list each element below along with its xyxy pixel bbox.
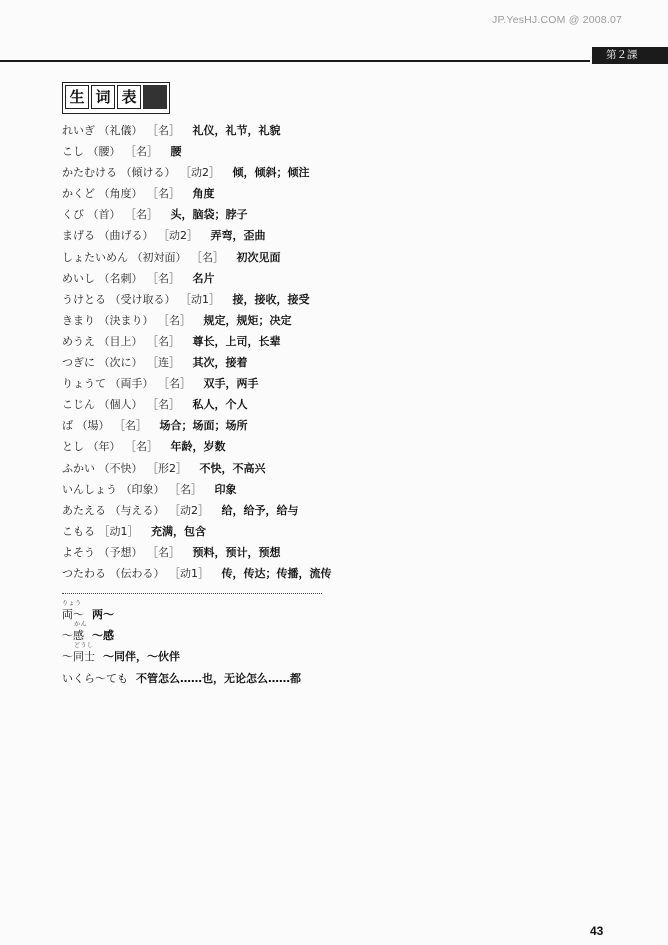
title-char-3: 表 <box>117 85 141 109</box>
vocab-kana: れいぎ <box>62 124 95 137</box>
vocab-pos: ［ 名 ］ <box>147 272 180 285</box>
expression-term: ～感 <box>62 629 84 643</box>
vocab-kana: こもる <box>62 524 95 538</box>
vocab-kanji: （ 不快 ） <box>99 462 143 475</box>
expression-row <box>62 600 462 625</box>
vocab-pos: ［ 名 ］ <box>114 419 147 432</box>
vocab-meaning: 年龄，岁数 <box>170 440 226 454</box>
vocab-row <box>62 310 462 331</box>
vocab-kana: つたわる <box>62 566 106 580</box>
vocab-row <box>62 120 462 141</box>
vocab-kanji: （ 予想 ） <box>99 546 143 559</box>
expression-meaning: ～感 <box>92 629 114 643</box>
page-number: 43 <box>590 924 604 938</box>
vocab-row <box>62 373 462 394</box>
vocab-meaning: 给，给予，给与 <box>221 503 299 517</box>
vocab-pos: ［ 动1 ］ <box>99 525 139 538</box>
vocab-kana: ふかい <box>62 461 95 475</box>
site-watermark: JP.YesHJ.COM @ 2008.07 <box>492 14 623 26</box>
vocab-pos: ［ 名 ］ <box>158 377 191 390</box>
vocab-row <box>62 563 462 584</box>
vocab-row <box>62 500 462 521</box>
vocab-row <box>62 225 462 246</box>
vocab-meaning: 规定，规矩；决定 <box>203 313 292 327</box>
vocab-pos: ［ 名 ］ <box>147 124 180 137</box>
vocab-row <box>62 162 462 183</box>
vocab-kana: こし <box>62 145 84 159</box>
vocab-kanji: （ 両手 ） <box>110 377 154 390</box>
vocab-kanji: （ 初対面 ） <box>132 251 187 264</box>
vocab-meaning: 场合；场面；场所 <box>159 419 248 433</box>
vocab-kanji: （ 首 ） <box>88 208 121 221</box>
vocab-kanji: （ 受け取る ） <box>110 293 176 306</box>
vocab-pos: ［ 名 ］ <box>125 208 158 221</box>
vocab-kanji: （ 曲げる ） <box>99 229 154 242</box>
vocab-kana: くび <box>62 208 84 222</box>
vocab-pos: ［ 名 ］ <box>191 251 224 264</box>
vocab-row <box>62 183 462 204</box>
vocab-kanji: （ 印象 ） <box>121 483 165 496</box>
vocab-row <box>62 479 462 500</box>
vocab-kanji: （ 名刺 ） <box>99 272 143 285</box>
vocab-meaning: 其次，接着 <box>192 356 248 370</box>
expression-row <box>62 642 462 667</box>
furigana: かん <box>74 621 88 629</box>
vocab-kanji: （ 目上 ） <box>99 335 143 348</box>
vocab-kana: かたむける <box>62 166 117 180</box>
vocab-kanji: （ 伝わる ） <box>110 567 165 580</box>
vocab-kana: ば <box>62 419 73 433</box>
furigana: どうし <box>74 642 94 650</box>
vocab-row <box>62 141 462 162</box>
expression-meaning: ～同伴，～伙伴 <box>103 650 180 664</box>
vocab-meaning: 名片 <box>192 271 215 285</box>
vocab-kanji: （ 腰 ） <box>88 145 121 158</box>
vocab-meaning: 弄弯，歪曲 <box>210 229 266 243</box>
vocab-kana: めいし <box>62 271 95 285</box>
vocab-pos: ［ 名 ］ <box>147 335 180 348</box>
vocab-meaning: 尊长，上司，长辈 <box>192 334 281 348</box>
vocab-kanji: （ 個人 ） <box>99 398 143 411</box>
vocab-meaning: 接，接收，接受 <box>232 292 310 306</box>
vocab-row <box>62 436 462 457</box>
vocab-kana: こじん <box>62 398 95 412</box>
vocab-kana: あたえる <box>62 503 106 517</box>
vocab-kana: しょたいめん <box>62 250 128 264</box>
vocab-meaning: 不快，不高兴 <box>199 461 266 475</box>
vocab-row <box>62 542 462 563</box>
vocab-meaning: 腰 <box>170 145 182 159</box>
vocab-title <box>62 82 170 114</box>
vocab-kanji: （ 角度 ） <box>99 187 143 200</box>
vocab-kanji: （ 決まり ） <box>99 314 154 327</box>
vocab-pos: ［ 动2 ］ <box>180 166 220 179</box>
vocab-row <box>62 394 462 415</box>
vocab-kana: うけとる <box>62 292 106 306</box>
vocab-meaning: 双手，两手 <box>203 377 259 391</box>
vocab-meaning: 私人，个人 <box>192 398 248 412</box>
vocab-meaning: 初次见面 <box>236 250 281 264</box>
vocab-meaning: 印象 <box>214 482 237 496</box>
vocab-row <box>62 268 462 289</box>
header-rule <box>0 60 590 62</box>
expression-term: ～同士 <box>62 650 95 664</box>
vocab-kanji: （ 与える ） <box>110 504 165 517</box>
vocab-pos: ［ 名 ］ <box>147 398 180 411</box>
vocab-pos: ［ 连 ］ <box>147 356 180 369</box>
vocab-meaning: 头，脑袋；脖子 <box>170 208 248 222</box>
vocab-row <box>62 521 462 542</box>
vocab-kana: よそう <box>62 545 95 559</box>
title-char-2: 词 <box>91 85 115 109</box>
vocab-kana: とし <box>62 440 84 454</box>
expression-meaning: 不管怎么……也，无论怎么……都 <box>136 671 301 685</box>
vocab-pos: ［ 名 ］ <box>125 440 158 453</box>
expression-row <box>62 668 462 689</box>
expression-term: 両～ <box>62 608 84 621</box>
expressions-list <box>62 600 462 689</box>
vocab-row <box>62 331 462 352</box>
vocab-meaning: 角度 <box>192 187 215 201</box>
vocab-row <box>62 247 462 268</box>
vocab-pos: ［ 动1 ］ <box>169 567 209 580</box>
vocab-row <box>62 204 462 225</box>
vocab-meaning: 倾，倾斜；倾注 <box>232 166 310 180</box>
vocab-meaning: 充满，包含 <box>151 524 206 538</box>
expression-row <box>62 621 462 646</box>
vocab-kana: つぎに <box>62 356 95 370</box>
title-fill-square <box>143 85 167 109</box>
vocab-meaning: 预料，预计，预想 <box>192 545 281 559</box>
title-char-1: 生 <box>65 85 89 109</box>
vocab-row <box>62 352 462 373</box>
vocab-meaning: 传，传达；传播，流传 <box>221 566 332 580</box>
vocab-kana: まげる <box>62 229 95 243</box>
dotted-divider <box>62 593 322 594</box>
vocab-meaning: 礼仪，礼节，礼貌 <box>192 124 281 137</box>
vocab-pos: ［ 形2 ］ <box>147 462 187 475</box>
vocab-kana: かくど <box>62 187 95 201</box>
expression-meaning: 两～ <box>92 608 114 621</box>
vocab-row <box>62 458 462 479</box>
expression-term: いくら～ても <box>62 671 128 685</box>
vocab-row <box>62 289 462 310</box>
vocab-kanji: （ 傾ける ） <box>121 166 176 179</box>
vocab-kana: めうえ <box>62 334 95 348</box>
vocab-kana: きまり <box>62 313 95 327</box>
vocab-list <box>62 120 462 584</box>
vocab-kanji: （ 礼儀 ） <box>99 124 143 137</box>
vocab-kanji: （ 場 ） <box>77 419 110 432</box>
vocab-kanji: （ 年 ） <box>88 440 121 453</box>
lesson-tab: 第２課 <box>592 47 668 64</box>
vocab-pos: ［ 动1 ］ <box>180 293 220 306</box>
vocab-kanji: （ 次に ） <box>99 356 143 369</box>
vocab-pos: ［ 名 ］ <box>147 546 180 559</box>
vocab-pos: ［ 名 ］ <box>147 187 180 200</box>
vocab-pos: ［ 动2 ］ <box>169 504 209 517</box>
vocab-kana: りょうて <box>62 377 106 391</box>
vocab-pos: ［ 名 ］ <box>169 483 202 496</box>
vocab-pos: ［ 名 ］ <box>125 145 158 158</box>
vocab-row <box>62 415 462 436</box>
vocab-pos: ［ 动2 ］ <box>158 229 198 242</box>
vocab-kana: いんしょう <box>62 482 117 496</box>
furigana: りょう <box>62 600 82 607</box>
vocab-pos: ［ 名 ］ <box>158 314 191 327</box>
